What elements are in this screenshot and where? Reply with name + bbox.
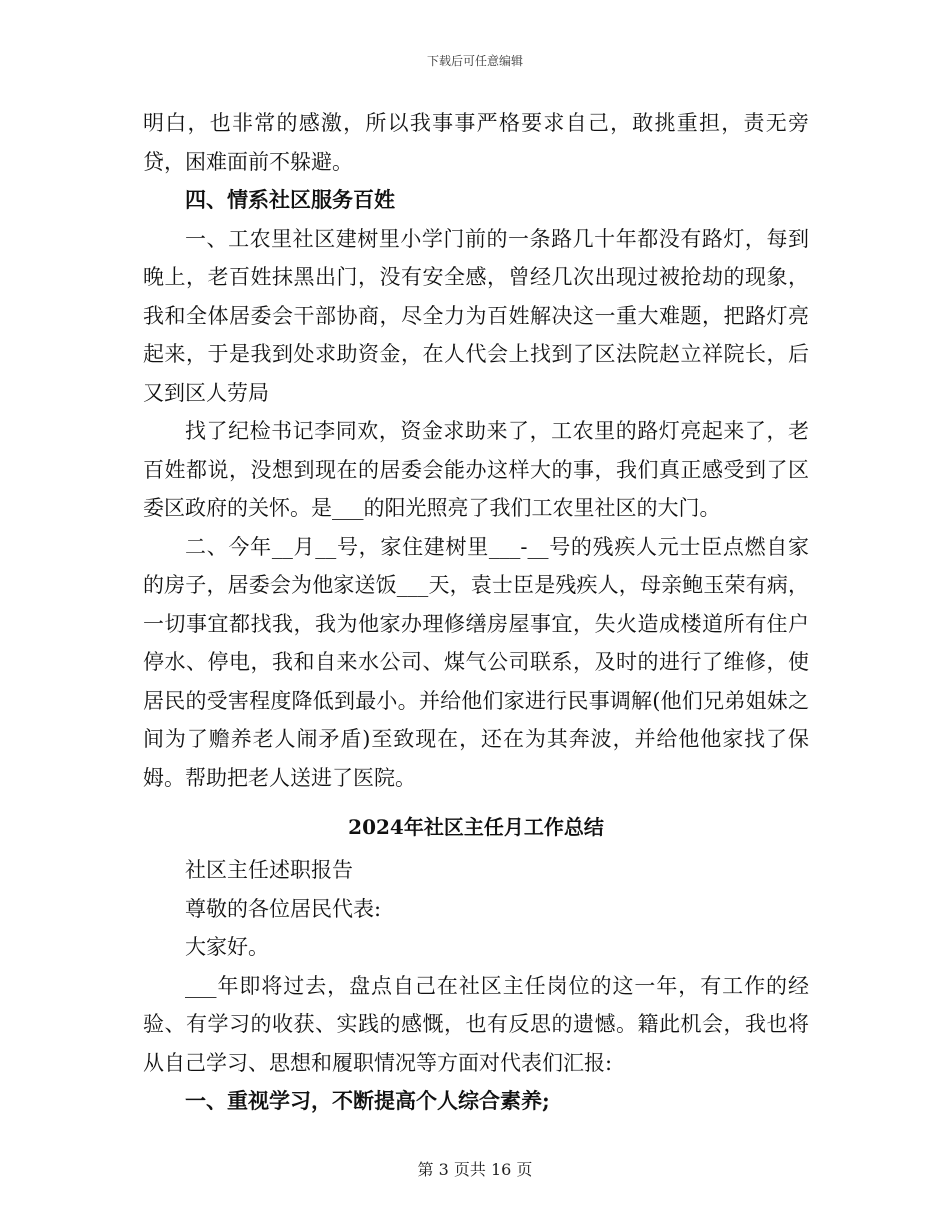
paragraph-street-lights: 一、工农里社区建树里小学门前的一条路几十年都没有路灯，每到晚上，老百姓抹黑出门，没有安全感，曾经几次出现过被抢劫的现象，我和全体居委会干部协商，尽全力为百姓解决这一重大难题，把路灯亮起来，于是我到处求助资金，在人代会上找到了区法院赵立祥院长，后又到区人劳局	[143, 226, 809, 405]
report-subtitle: 社区主任述职报告	[185, 858, 353, 882]
page-header: 下载后可任意编辑	[426, 54, 523, 68]
section-heading-1: 一、重视学习，不断提高个人综合素养;	[185, 1088, 550, 1113]
page-number: 第 3 页共 16 页	[417, 1160, 533, 1179]
salutation: 尊敬的各位居民代表:	[185, 896, 382, 921]
paragraph-fire-incident: 二、今年__月__号，家住建树里___-__号的残疾人元士臣点燃自家的房子，居委会为他家送饭___天，袁士臣是残疾人，母亲鲍玉荣有病，一切事宜都找我，我为他家办理修缮房屋事宜，失火造成楼道所有住户停水、停电，我和自来水公司、煤气公司联系，及时的进行了维修，使居民的受害程度降低到最小。并给他们家进行民事调解(他们兄弟姐妹之间为了赡养老人闹矛盾)至致现在，还在为其奔波，并给他他家找了保姆。帮助把老人送进了医院。	[143, 534, 809, 790]
paragraph-intro: ___年即将过去，盘点自己在社区主任岗位的这一年，有工作的经验、有学习的收获、实践的感慨，也有反思的遗憾。籍此机会，我也将从自己学习、思想和履职情况等方面对代表们汇报:	[143, 973, 809, 1075]
greeting: 大家好。	[185, 935, 269, 959]
paragraph-funding: 找了纪检书记李同欢，资金求助来了，工农里的路灯亮起来了，老百姓都说，没想到现在的居委会能办这样大的事，我们真正感受到了区委区政府的关怀。是___的阳光照亮了我们工农里社区的大门。	[143, 419, 809, 520]
document-body	[143, 104, 809, 1121]
document-title: 2024年社区主任月工作总结	[348, 815, 604, 839]
paragraph-continuation: 明白，也非常的感激，所以我事事严格要求自己，敢挑重担，责无旁贷，困难面前不躲避。	[143, 111, 809, 174]
section-heading-4: 四、情系社区服务百姓	[185, 187, 395, 212]
